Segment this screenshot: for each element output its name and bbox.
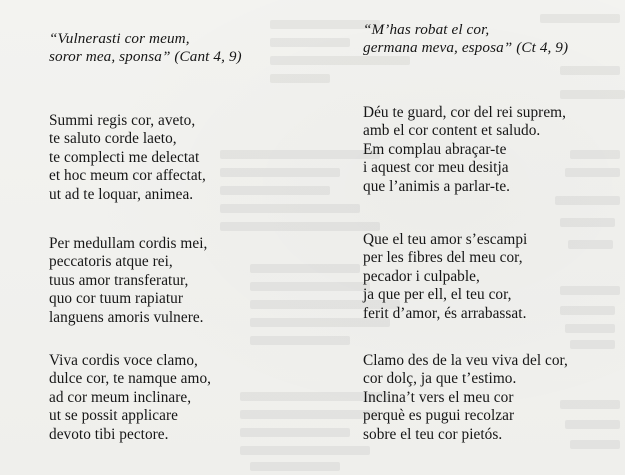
bleed-through-mark [570,440,620,449]
bleed-through-mark [565,420,620,429]
bleed-through-mark [560,306,615,315]
verse-line: pecador i culpable, [363,267,480,285]
latin-heading [49,30,242,66]
bleed-through-mark [560,90,625,99]
verse-line: languens amoris vulnere. [49,308,204,326]
bleed-through-mark [240,410,380,419]
latin-stanza-2 [49,235,207,327]
catalan-stanza-2 [363,231,527,323]
bleed-through-mark [560,286,620,295]
bleed-through-mark [220,186,330,195]
verse-line: i aquest cor meu desitja [363,159,509,177]
catalan-heading-line: germana meva, esposa” (Ct 4, 9) [363,39,569,56]
verse-line: per les fibres del meu cor, [363,249,523,267]
bleed-through-mark [240,446,370,455]
verse-line: ad cor meum inclinare, [49,388,192,406]
latin-stanza-1 [49,112,206,204]
bleed-through-mark [240,428,350,437]
bleed-through-mark [220,150,380,159]
latin-heading-line: “Vulnerasti cor meum, [49,30,190,47]
verse-line: devoto tibi pectore. [49,425,169,443]
verse-line: te saluto corde laeto, [49,130,177,148]
bleed-through-mark [560,400,620,409]
latin-heading-line: soror mea, sponsa” (Cant 4, 9) [49,48,242,65]
verse-line: Que el teu amor s’escampi [363,231,528,248]
verse-line: ferit d’amor, és arrabassat. [363,304,527,322]
verse-line: Viva cordis voce clamo, [49,352,198,369]
bleed-through-mark [220,168,340,177]
verse-line: cor dolç, ja que t’estimo. [363,370,517,388]
bleed-through-mark [565,324,615,333]
verse-line: Summi regis cor, aveto, [49,112,196,129]
verse-line: ut se possit applicare [49,407,178,425]
verse-line: perquè es pugui recolzar [363,407,515,425]
catalan-stanza-3 [363,352,568,444]
verse-line: Déu te guard, cor del rei suprem, [363,104,566,121]
bleed-through-mark [250,462,340,471]
catalan-heading-line: “M’has robat el cor, [363,21,490,38]
bleed-through-mark [250,282,370,291]
verse-line: sobre el teu cor pietós. [363,425,503,443]
verse-line: te complecti me delectat [49,148,200,166]
bleed-through-mark [560,66,620,75]
bleed-through-mark [565,168,620,177]
verse-line: Per medullam cordis mei, [49,235,208,252]
verse-line: Inclina’t vers el meu cor [363,388,514,406]
verse-line: quo cor tuum rapiatur [49,290,184,308]
bleed-through-mark [250,336,350,345]
verse-line: amb el cor content et saludo. [363,122,541,140]
verse-line: peccatoris atque rei, [49,253,173,271]
latin-stanza-3 [49,352,211,444]
verse-line: Clamo des de la veu viva del cor, [363,352,568,369]
bleed-through-mark [250,264,360,273]
verse-line: que l’animis a parlar-te. [363,177,511,195]
bleed-through-mark [270,74,330,83]
bleed-through-mark [560,218,615,227]
bleed-through-mark [570,340,615,349]
verse-line: ut ad te loquar, animea. [49,185,194,203]
bleed-through-mark [568,240,613,249]
bleed-through-mark [270,56,410,65]
verse-line: dulce cor, te namque amo, [49,370,212,388]
verse-line: et hoc meum cor affectat, [49,167,206,185]
bleed-through-mark [570,150,620,159]
verse-line: tuus amor transferatur, [49,271,189,289]
bleed-through-mark [220,222,380,231]
bleed-through-mark [270,38,350,47]
catalan-stanza-1 [363,104,566,196]
bleed-through-mark [220,204,360,213]
verse-line: ja que per ell, el teu cor, [363,286,512,304]
verse-line: Em complau abraçar-te [363,140,507,158]
catalan-heading [363,21,568,57]
bleed-through-mark [555,196,620,205]
